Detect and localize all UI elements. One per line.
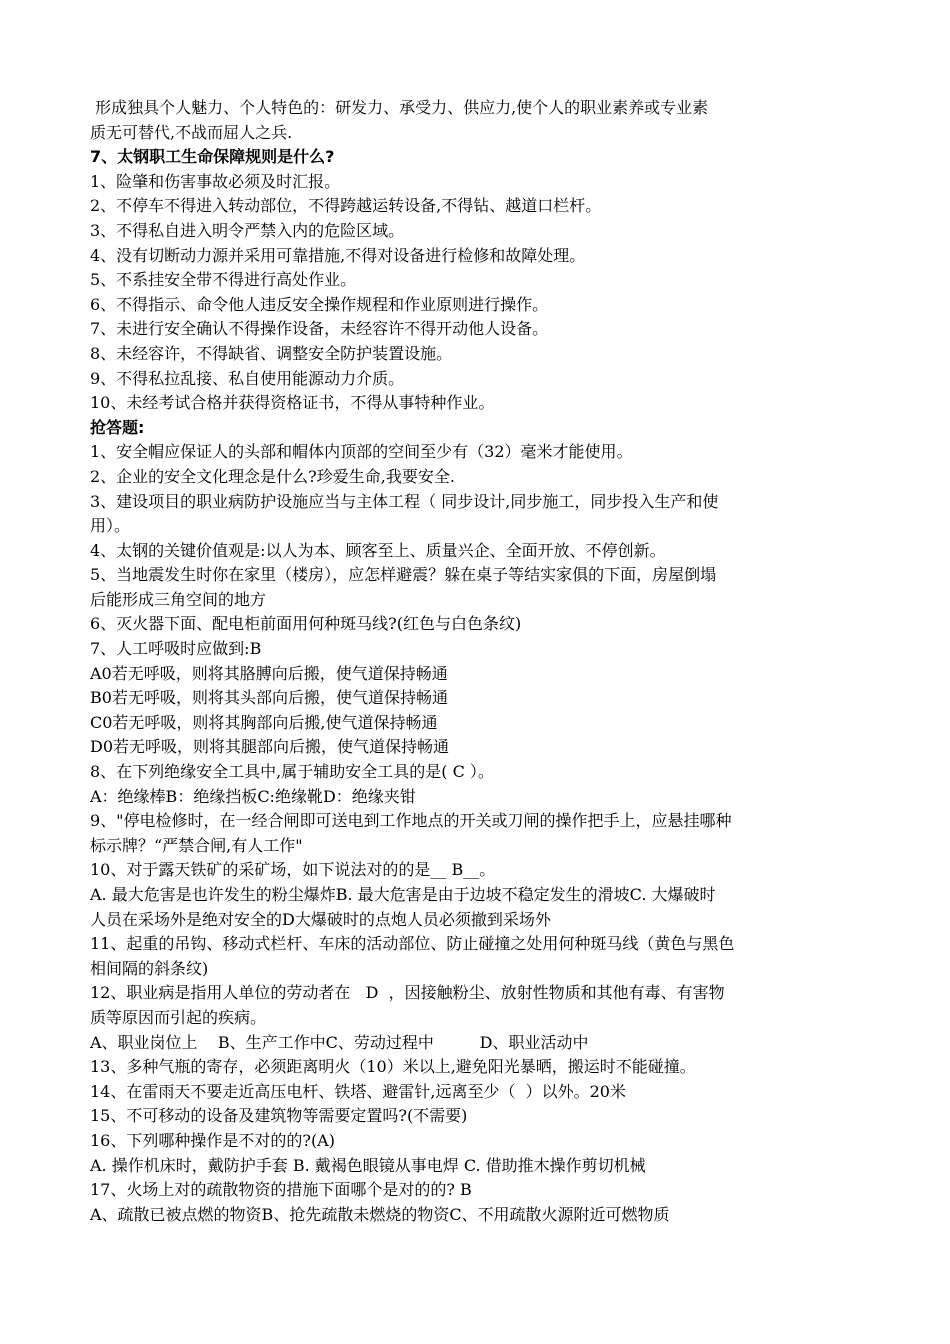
quiz-line: B0若无呼吸，则将其头部向后搬，使气道保持畅通 <box>90 688 448 708</box>
quiz-line: A. 最大危害是也许发生的粉尘爆炸B. 最大危害是由于边坡不稳定发生的滑坡C. 大爆破时 <box>90 885 716 904</box>
quiz-line: 6、灭火器下面、配电柜前面用何种斑马线?(红色与白色条纹) <box>90 614 522 634</box>
quiz-heading: 抢答题: <box>90 417 145 437</box>
quiz-line: 质等原因而引起的疾病。 <box>90 1007 267 1027</box>
quiz-line: 12、职业病是指用人单位的劳动者在 D ，因接触粉尘、放射性物质和其他有毒、有害物 <box>90 983 725 1003</box>
rule-item: 4、没有切断动力源并采用可靠措施,不得对设备进行检修和故障处理。 <box>90 245 586 265</box>
quiz-line: 5、当地震发生时你在家里（楼房），应怎样避震？躲在桌子等结实家俱的下面，房屋倒塌 <box>90 565 717 585</box>
quiz-line: 1、安全帽应保证人的头部和帽体内顶部的空间至少有（32）毫米才能使用。 <box>90 442 633 462</box>
rule-item: 8、未经容许，不得缺省、调整安全防护装置设施。 <box>90 343 453 363</box>
quiz-line: 10、对于露天铁矿的采矿场，如下说法对的的是__ B__。 <box>90 860 496 880</box>
intro-line: 质无可替代,不战而屈人之兵. <box>90 122 293 142</box>
quiz-line: 3、建设项目的职业病防护设施应当与主体工程（ 同步设计,同步施工，同步投入生产和使 <box>90 491 719 511</box>
quiz-line: 14、在雷雨天不要走近高压电杆、铁塔、避雷针,远离至少（ ）以外。20米 <box>90 1081 626 1101</box>
rule-item: 10、未经考试合格并获得资格证书，不得从事特种作业。 <box>90 393 495 413</box>
quiz-line: 人员在采场外是绝对安全的D大爆破时的点炮人员必须撤到采场外 <box>90 909 551 929</box>
quiz-line: A、疏散已被点燃的物资B、抢先疏散未燃烧的物资C、不用疏散火源附近可燃物质 <box>90 1204 670 1224</box>
intro-line: 形成独具个人魅力、个人特色的：研发力、承受力、供应力,使个人的职业素养或专业素 <box>90 98 709 117</box>
rule-item: 5、不系挂安全带不得进行高处作业。 <box>90 270 357 290</box>
quiz-line: 7、人工呼吸时应做到:B <box>90 639 262 659</box>
quiz-line: C0若无呼吸，则将其胸部向后搬,使气道保持畅通 <box>90 712 438 732</box>
quiz-line: 2、企业的安全文化理念是什么?珍爱生命,我要安全. <box>90 466 455 486</box>
rule-item: 1、险肇和伤害事故必须及时汇报。 <box>90 171 341 191</box>
rule-item: 6、不得指示、命令他人违反安全操作规程和作业原则进行操作。 <box>90 294 549 314</box>
quiz-line: 用）。 <box>90 516 131 536</box>
quiz-line: 后能形成三角空间的地方 <box>90 589 267 609</box>
quiz-line: 相间隔的斜条纹) <box>90 958 209 978</box>
quiz-line: 9、"停电检修时，在一经合闸即可送电到工作地点的开关或刀闸的操作把手上，应悬挂哪种 <box>90 811 732 831</box>
quiz-line: A. 操作机床时，戴防护手套 B. 戴褐色眼镜从事电焊 C. 借助推木操作剪切机械 <box>90 1155 646 1175</box>
quiz-line: 标示牌？“严禁合闸,有人工作" <box>90 835 303 855</box>
quiz-line: 13、多种气瓶的寄存，必须距离明火（10）米以上,避免阳光暴晒，搬运时不能碰撞。 <box>90 1057 696 1077</box>
rule-item: 7、未进行安全确认不得操作设备，未经容许不得开动他人设备。 <box>90 319 549 339</box>
quiz-line: A、职业岗位上 B、生产工作中C、劳动过程中 D、职业活动中 <box>90 1032 589 1052</box>
quiz-line: A：绝缘棒B：绝缘挡板C:绝缘靴D：绝缘夹钳 <box>90 786 416 806</box>
rule-item: 3、不得私自进入明令严禁入内的危险区域。 <box>90 220 405 240</box>
rule-item: 2、不停车不得进入转动部位，不得跨越运转设备,不得钻、越道口栏杆。 <box>90 196 602 216</box>
section-heading: 7、太钢职工生命保障规则是什么? <box>90 147 335 167</box>
quiz-line: 15、不可移动的设备及建筑物等需要定置吗?(不需要) <box>90 1106 468 1126</box>
rule-item: 9、不得私拉乱接、私自使用能源动力介质。 <box>90 368 405 388</box>
document-page <box>90 96 880 1227</box>
quiz-line: D0若无呼吸，则将其腿部向后搬，使气道保持畅通 <box>90 737 450 757</box>
quiz-line: 8、在下列绝缘安全工具中,属于辅助安全工具的是( C ）。 <box>90 762 494 782</box>
quiz-line: 4、太钢的关键价值观是:以人为本、顾客至上、质量兴企、全面开放、不停创新。 <box>90 540 666 560</box>
quiz-line: A0若无呼吸，则将其胳膊向后搬，使气道保持畅通 <box>90 663 448 683</box>
quiz-line: 16、下列哪种操作是不对的的?(A) <box>90 1130 335 1150</box>
quiz-line: 11、起重的吊钩、移动式栏杆、车床的活动部位、防止碰撞之处用何种斑马线（黄色与黑色 <box>90 934 735 954</box>
quiz-line: 17、火场上对的疏散物资的措施下面哪个是对的的? B <box>90 1180 472 1200</box>
